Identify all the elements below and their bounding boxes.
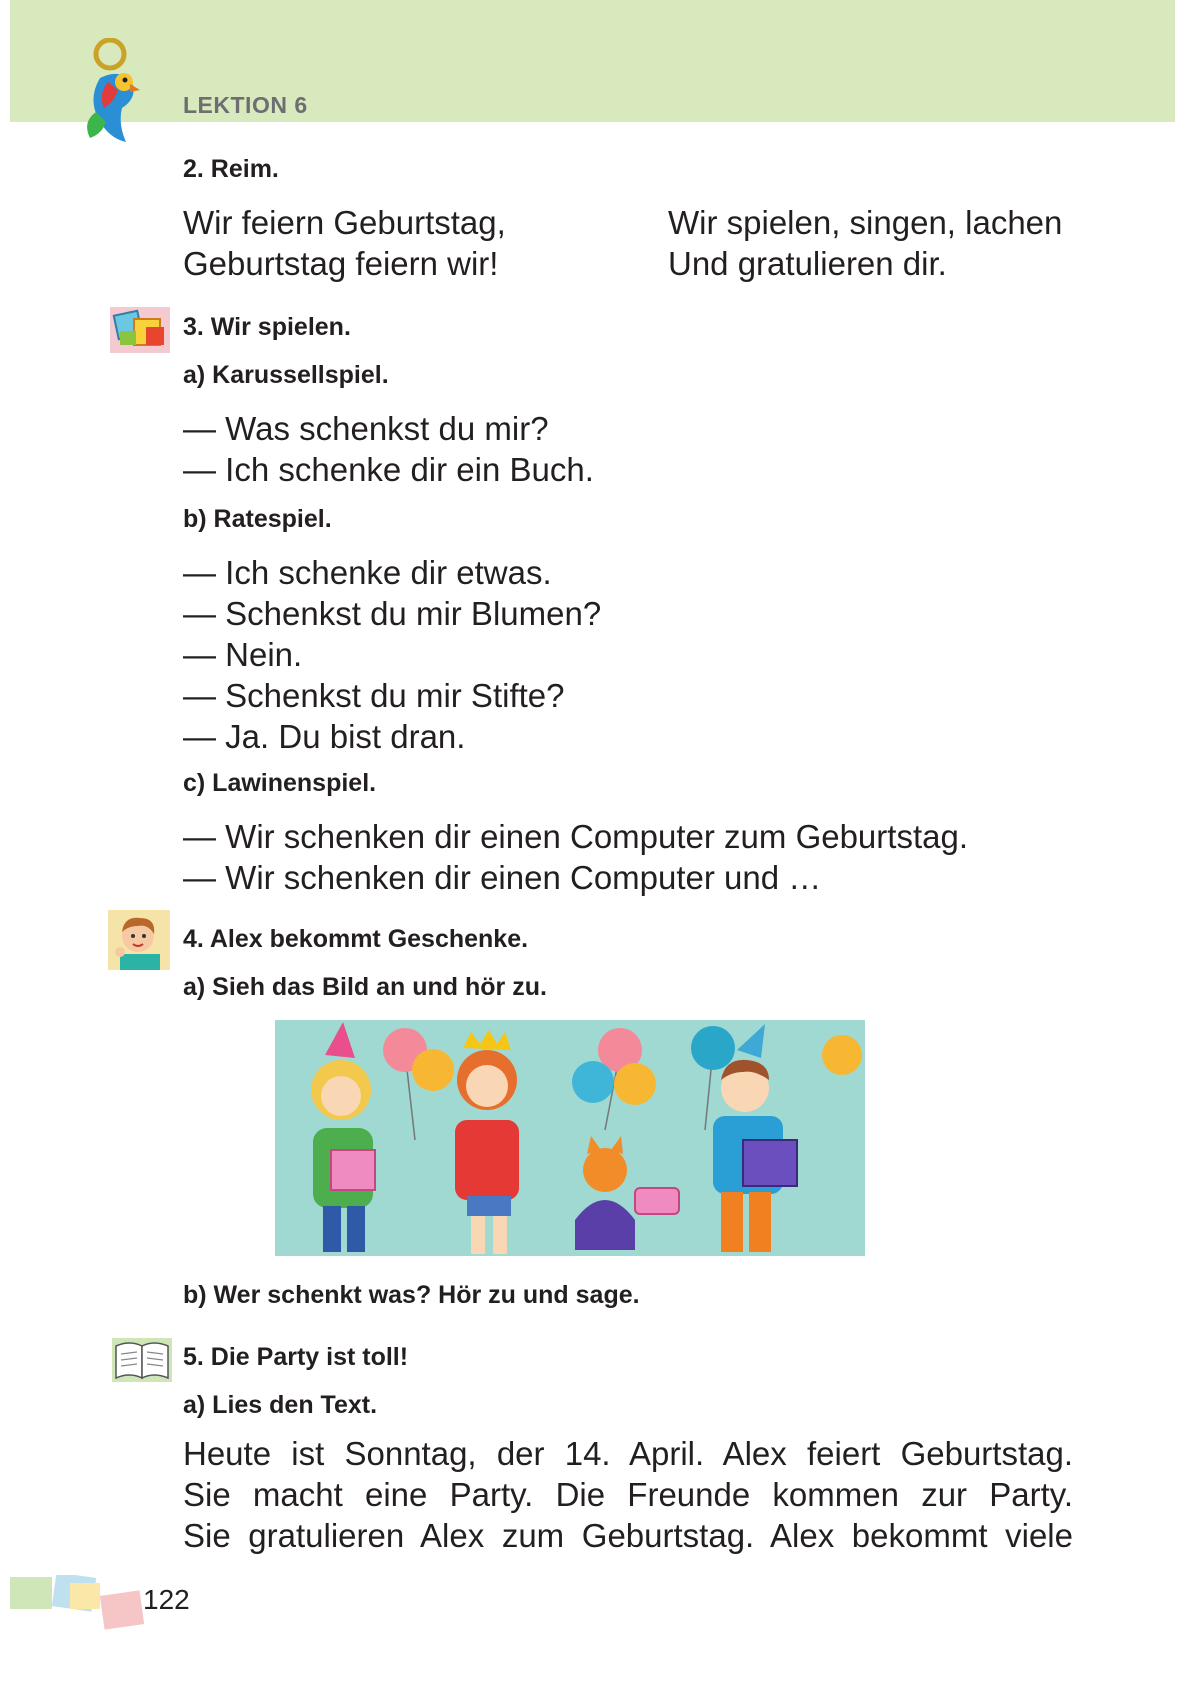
- rhyme-line-3: Wir spielen, singen, lachen: [668, 204, 1063, 241]
- exercise-3a-title: a) Karussellspiel.: [183, 361, 389, 389]
- text-line: Sie gratulieren Alex zum Geburtstag. Alex bekommt viele: [183, 1517, 1073, 1554]
- exercise-4a-title: a) Sieh das Bild an und hör zu.: [183, 973, 547, 1001]
- exercise-5a-title: a) Lies den Text.: [183, 1391, 378, 1419]
- dialog-line: — Ich schenke dir ein Buch.: [183, 451, 594, 488]
- dice-game-icon: [110, 307, 170, 353]
- page-number: 122: [143, 1584, 190, 1615]
- rhyme-line-2: Geburtstag feiern wir!: [183, 245, 499, 282]
- exercise-4-title: 4. Alex bekommt Geschenke.: [183, 925, 529, 953]
- footer-color-blocks: [10, 1575, 150, 1635]
- exercise-2-title: 2. Reim.: [183, 155, 279, 183]
- dialog-line: — Nein.: [183, 636, 303, 673]
- rhyme-line-4: Und gratulieren dir.: [668, 245, 947, 282]
- exercise-3c-title: c) Lawinenspiel.: [183, 769, 377, 797]
- reading-text: [183, 1433, 1073, 1556]
- dialog-line: — Wir schenken dir einen Computer zum Geburtstag.: [183, 818, 968, 855]
- dialog-line: — Schenkst du mir Blumen?: [183, 595, 602, 632]
- lesson-label: LEKTION 6: [183, 92, 308, 118]
- rhyme-line-1: Wir feiern Geburtstag,: [183, 204, 506, 241]
- parrot-mascot-icon: [78, 38, 168, 150]
- text-line: Heute ist Sonntag, der 14. April. Alex feiert Geburtstag.: [183, 1435, 1073, 1472]
- exercise-5-title: 5. Die Party ist toll!: [183, 1343, 409, 1371]
- text-line: Sie macht eine Party. Die Freunde kommen zur Party.: [183, 1476, 1073, 1513]
- dialog-line: — Wir schenken dir einen Computer und …: [183, 859, 822, 896]
- exercise-3-title: 3. Wir spielen.: [183, 313, 351, 341]
- dialog-line: — Ich schenke dir etwas.: [183, 554, 552, 591]
- birthday-party-illustration: [275, 1020, 865, 1256]
- dialog-line: — Ja. Du bist dran.: [183, 718, 466, 755]
- exercise-3b-title: b) Ratespiel.: [183, 505, 332, 533]
- dialog-line: — Was schenkst du mir?: [183, 410, 549, 447]
- dialog-line: — Schenkst du mir Stifte?: [183, 677, 565, 714]
- listening-child-icon: [108, 910, 170, 970]
- exercise-4b-title: b) Wer schenkt was? Hör zu und sage.: [183, 1281, 640, 1309]
- open-book-icon: [112, 1338, 172, 1382]
